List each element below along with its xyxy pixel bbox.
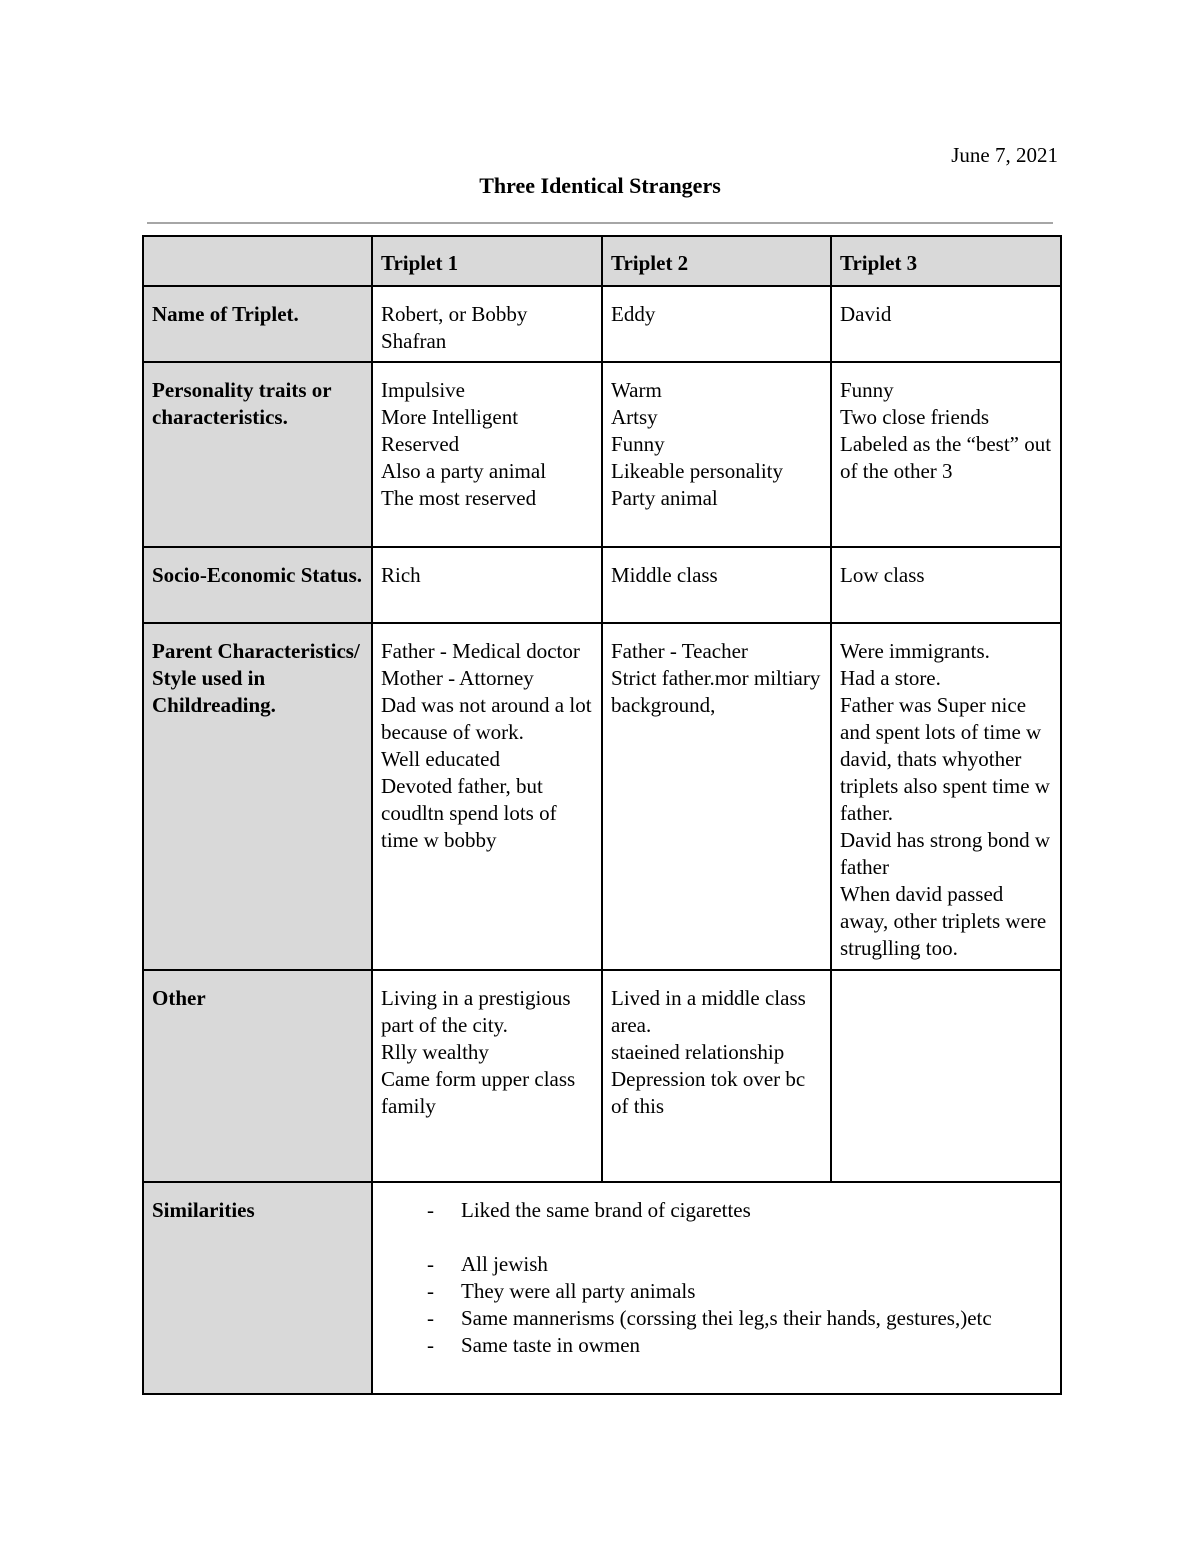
list-item: - All jewish [423,1251,1052,1278]
table-row [143,970,1061,1182]
header-cell-triplet-1: Triplet 1 [372,236,602,286]
cell-line: When david passed away, other triplets were struglling too. [840,882,1047,960]
title-divider [147,222,1053,224]
cell-line: Labeled as the “best” out of the other 3 [840,432,1052,483]
cell-line: Eddy [611,302,656,326]
cell-line: Robert, or Bobby Shafran [381,302,528,353]
cell-line: Came form upper class family [381,1067,576,1118]
cell-line: Depression tok over bc of this [611,1067,806,1118]
list-item: - Same mannerisms (corssing thei leg,s their hands, gestures,)etc [423,1305,1052,1332]
table-header-row [143,236,1061,286]
cell-line: Strict father.mor miltiary background, [611,666,821,717]
document-date: June 7, 2021 [951,143,1058,167]
document-title: Three Identical Strangers [479,173,721,198]
row-label: Parent Characteristics/ Style used in Childreading. [143,623,372,970]
table-cell [831,286,1061,362]
cell-line: Reserved [381,432,460,456]
cell-line: Mother - Attorney [381,666,534,690]
table-row [143,623,1061,970]
cell-line: Lived in a middle class area. [611,986,806,1037]
table-row [143,286,1061,362]
table-cell [372,362,602,547]
row-label: Name of Triplet. [143,286,372,362]
cell-line: David has strong bond w father [840,828,1050,879]
table-cell [831,970,1061,1182]
cell-line: Dad was not around a lot because of work. [381,693,592,744]
table-cell [372,286,602,362]
cell-line: Artsy [611,405,658,429]
header-cell-triplet-3: Triplet 3 [831,236,1061,286]
cell-line: The most reserved [381,486,537,510]
list-item: - Same taste in owmen [423,1332,1052,1359]
header-cell-triplet-2: Triplet 2 [602,236,831,286]
table-cell [602,286,831,362]
similarities-cell [372,1182,1061,1394]
cell-line: Two close friends [840,405,989,429]
cell-line: Also a party animal [381,459,547,483]
cell-line: More Intelligent [381,405,519,429]
table-row [143,547,1061,623]
cell-line: Low class [840,563,925,587]
table-row [143,362,1061,547]
cell-line: Father was Super nice and spent lots of time w david, thats whyother triplets also spent time w father. [840,693,1050,825]
cell-line: Party animal [611,486,718,510]
cell-line: Impulsive [381,378,465,402]
table-cell [602,970,831,1182]
row-label: Personality traits or characteristics. [143,362,372,547]
cell-line: Likeable personality [611,459,784,483]
table-cell [372,970,602,1182]
table-cell [602,547,831,623]
similarities-row [143,1182,1061,1394]
comparison-table [142,235,1062,1395]
cell-line: Living in a prestigious part of the city. [381,986,571,1037]
cell-line: Father - Medical doctor [381,639,580,663]
table-cell [372,547,602,623]
cell-line: Father - Teacher [611,639,748,663]
row-label: Similarities [143,1182,372,1394]
row-label: Other [143,970,372,1182]
cell-line: Devoted father, but coudltn spend lots of time w bobby [381,774,557,852]
table-cell [602,623,831,970]
table-cell [372,623,602,970]
cell-line: Had a store. [840,666,941,690]
table-cell [831,623,1061,970]
cell-line: Funny [840,378,894,402]
cell-line: Middle class [611,563,718,587]
cell-line: Warm [611,378,662,402]
table-cell [831,547,1061,623]
list-item: - Liked the same brand of cigarettes [423,1197,1052,1224]
header-cell-empty [143,236,372,286]
cell-line: Funny [611,432,665,456]
cell-line: Rlly wealthy [381,1040,489,1064]
table-cell [602,362,831,547]
cell-line: Were immigrants. [840,639,990,663]
list-item: - They were all party animals [423,1278,1052,1305]
cell-line: staeined relationship [611,1040,785,1064]
row-label: Socio-Economic Status. [143,547,372,623]
cell-line: David [840,302,892,326]
table-cell [831,362,1061,547]
cell-line: Rich [381,563,421,587]
cell-line: Well educated [381,747,500,771]
similarities-list [381,1197,1052,1359]
